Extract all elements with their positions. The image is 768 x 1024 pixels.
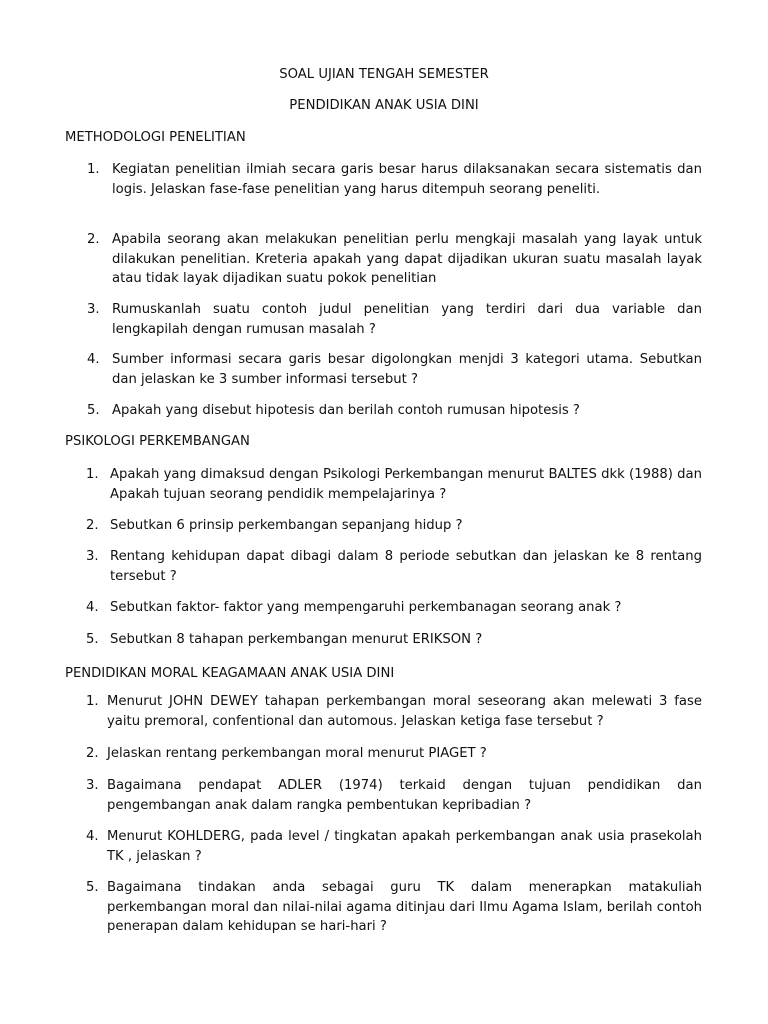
question-text: Sumber informasi secara garis besar digolongkan menjdi 3 kategori utama. Sebutkan dan jelaskan ke 3 sumber informasi tersebut ? <box>112 352 702 387</box>
item-number: 1. <box>86 467 99 482</box>
item-number: 4. <box>86 600 99 615</box>
item-number: 1. <box>87 162 100 177</box>
item-number: 2. <box>86 518 99 533</box>
question-text: Sebutkan 8 tahapan perkembangan menurut ERIKSON ? <box>110 632 483 647</box>
document-title: SOAL UJIAN TENGAH SEMESTER <box>279 67 489 82</box>
question-text: Menurut KOHLDERG, pada level / tingkatan apakah perkembangan anak usia prasekolah TK , jelaskan ? <box>107 829 702 864</box>
question-text: Menurut JOHN DEWEY tahapan perkembangan moral seseorang akan melewati 3 fase yaitu premoral, confentional dan automous. Jelaskan ketiga fase tersebut ? <box>107 694 702 729</box>
item-number: 1. <box>86 694 99 709</box>
question-text: Bagaimana tindakan anda sebagai guru TK dalam menerapkan matakuliah perkembangan moral dan nilai-nilai agama ditinjau dari Ilmu Agama Islam, berilah contoh penerapan dalam kehidupan se hari-hari ? <box>107 880 702 934</box>
item-number: 3. <box>86 549 99 564</box>
item-number: 5. <box>86 880 99 895</box>
item-number: 2. <box>87 232 100 247</box>
question-text: Rumuskanlah suatu contoh judul penelitian yang terdiri dari dua variable dan lengkapilah dengan rumusan masalah ? <box>112 302 702 337</box>
item-number: 5. <box>87 403 100 418</box>
item-number: 2. <box>86 746 99 761</box>
item-number: 4. <box>87 352 100 367</box>
question-text: Sebutkan faktor- faktor yang mempengaruhi perkembanagan seorang anak ? <box>110 600 622 615</box>
question-text: Apabila seorang akan melakukan penelitian perlu mengkaji masalah yang layak untuk dilakukan penelitian. Kreteria apakah yang dapat dijadikan ukuran suatu masalah layak atau tidak layak dijadikan suatu pokok penelitian <box>112 232 702 286</box>
question-text: Jelaskan rentang perkembangan moral menurut PIAGET ? <box>107 746 487 761</box>
question-text: Apakah yang disebut hipotesis dan berilah contoh rumusan hipotesis ? <box>112 403 580 418</box>
item-number: 5. <box>86 632 99 647</box>
item-number: 4. <box>86 829 99 844</box>
item-number: 3. <box>87 302 100 317</box>
document-subtitle: PENDIDIKAN ANAK USIA DINI <box>289 98 479 113</box>
question-text: Rentang kehidupan dapat dibagi dalam 8 periode sebutkan dan jelaskan ke 8 rentang tersebut ? <box>110 549 702 584</box>
question-text: Apakah yang dimaksud dengan Psikologi Perkembangan menurut BALTES dkk (1988) dan Apakah tujuan seorang pendidik mempelajarinya ? <box>110 467 702 502</box>
question-text: Kegiatan penelitian ilmiah secara garis besar harus dilaksanakan secara sistematis dan logis. Jelaskan fase-fase penelitian yang harus ditempuh seorang peneliti. <box>112 162 702 197</box>
question-text: Bagaimana pendapat ADLER (1974) terkaid dengan tujuan pendidikan dan pengembangan anak dalam rangka pembentukan kepribadian ? <box>107 778 702 813</box>
section-heading-metodologi: METHODOLOGI PENELITIAN <box>65 130 246 145</box>
section-heading-moral-keagamaan: PENDIDIKAN MORAL KEAGAMAAN ANAK USIA DINI <box>65 666 395 681</box>
item-number: 3. <box>86 778 99 793</box>
section-heading-psikologi: PSIKOLOGI PERKEMBANGAN <box>65 434 250 449</box>
question-text: Sebutkan 6 prinsip perkembangan sepanjang hidup ? <box>110 518 463 533</box>
